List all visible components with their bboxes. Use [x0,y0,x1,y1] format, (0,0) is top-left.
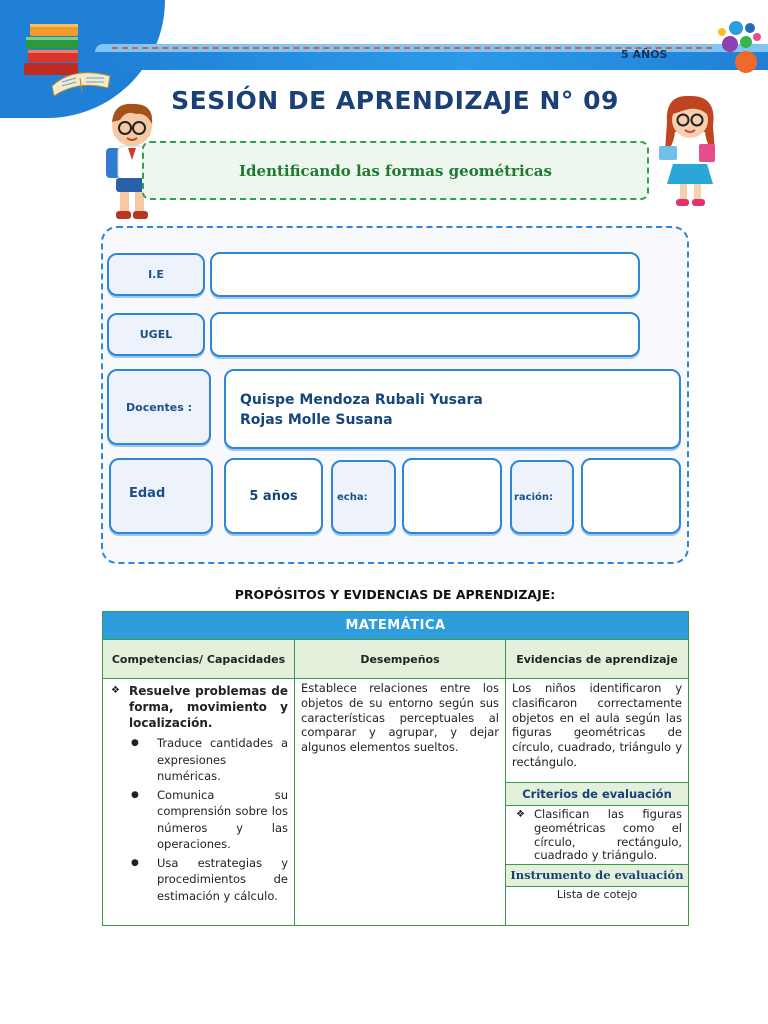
evidencia-text: Los niños identificaron y clasificaron correctamente objetos en el aula según las figuras geométricas de círculo, cuadrado, triángulo y rectángulo. [512,681,683,769]
criterio-item [506,806,688,864]
docente-name: Quispe Mendoza Rubali Yusara [240,392,483,408]
instrumento-text: Lista de cotejo [556,888,638,901]
ie-field[interactable] [210,252,640,297]
age-tag: 5 AÑOS [621,48,668,61]
col-desempenos: Desempeños [295,640,506,679]
ugel-field[interactable] [210,312,640,357]
docentes-names [240,390,483,430]
diamond-bullet-icon: ❖ [111,685,120,696]
session-subtitle-box [142,141,649,200]
instrumento-header: Instrumento de evaluación [506,864,688,887]
competencias-cell [103,679,295,926]
desempeno-text: Establece relaciones entre los objetos de su entorno según sus características perceptuales al comparar y agrupar, y dejar algunos elementos sueltos. [295,679,506,926]
list-item: ● Traduce cantidades a expresiones numéricas. [131,736,288,783]
fecha-field[interactable] [402,458,502,534]
girl-illustration [655,92,725,208]
evidencias-cell [506,679,689,926]
list-item: ● Usa estrategias y procedimientos de estimación y cálculo. [131,855,288,903]
session-subtitle: Identificando las formas geométricas [239,161,552,180]
fecha-label: echa: [331,460,396,534]
ugel-label: UGEL [107,313,205,356]
duracion-label: ración: [510,460,574,534]
criterios-header: Criterios de evaluación [506,782,688,806]
bullet-icon: ● [131,738,139,748]
duracion-field[interactable] [581,458,681,534]
list-item: ● Comunica su comprensión sobre los números y las operaciones. [131,787,288,851]
edad-label: Edad [109,458,213,534]
diamond-bullet-icon: ❖ [516,809,525,820]
col-evidencias: Evidencias de aprendizaje [506,640,689,679]
capacidades-list [111,735,288,904]
bullet-icon: ● [131,857,139,868]
section-title: PROPÓSITOS Y EVIDENCIAS DE APRENDIZAJE: [234,587,556,602]
docentes-label: Docentes : [107,369,211,445]
competencia-text: Resuelve problemas de forma, movimiento y localización. [129,684,288,730]
area-header: MATEMÁTICA [103,612,689,640]
learning-table [102,611,689,926]
page-title: SESIÓN DE APRENDIZAJE N° 09 [171,86,619,115]
color-dots-decoration [712,18,768,76]
edad-value[interactable]: 5 años [224,458,323,534]
docente-name: Rojas Molle Susana [240,412,393,428]
criterio-text: Clasifican las figuras geométricas como el círculo, rectángulo, cuadrado y triángulo. [534,807,683,863]
ie-label: I.E [107,253,205,296]
bullet-icon: ● [131,789,139,800]
col-competencias: Competencias/ Capacidades [103,640,295,679]
